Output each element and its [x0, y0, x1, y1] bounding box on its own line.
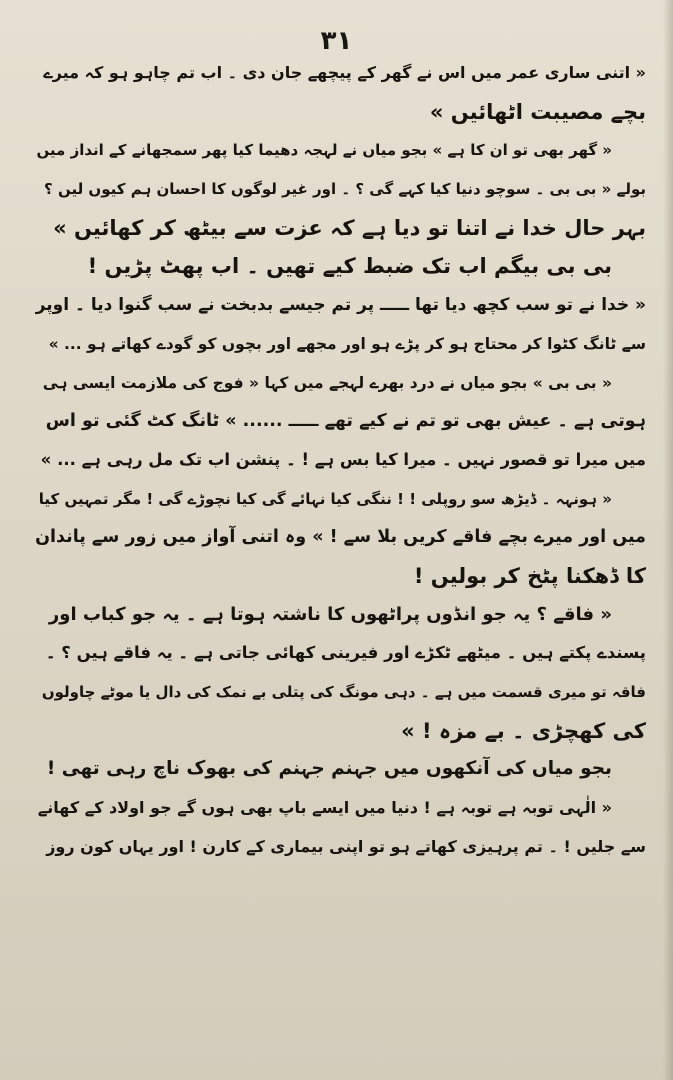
text-line: فاقہ تو میری قسمت میں ہے ۔ دہی مونگ کی پتلی بے نمک کی دال یا موٹے چاولوں [41, 683, 646, 701]
text-line: بچے مصیبت اٹھائیں » [429, 99, 646, 124]
text-line: بجو میاں کی آنکھوں میں جہنم جہنم کی بھوک ناچ رہی تھی ! [46, 758, 612, 780]
text-line: « بی بی » بجو میاں نے درد بھرے لہجے میں کہا « فوج کی ملازمت ایسی ہی [42, 373, 612, 392]
text-line: کی کھچڑی ۔ بے مزہ ! » [401, 718, 646, 743]
text-line: « اتنی ساری عمر میں اس نے گھر کے پیچھے جان دی ۔ اب تم چاہو ہو کہ میرے [43, 63, 646, 82]
page-number: ۳۱ [320, 26, 353, 56]
page-edge-shadow [663, 0, 673, 1080]
text-line: میں اور میرے بچے فاقے کریں بلا سے ! » وہ اتنی آواز میں زور سے پاندان [35, 527, 646, 548]
text-line: میں میرا تو قصور نہیں ۔ میرا کیا بس ہے ! ۔ پنشن اب تک مل رہی ہے ... » [40, 449, 646, 469]
text-line: « فاقے ؟ یہ جو انڈوں پراٹھوں کا ناشتہ ہوتا ہے ۔ یہ جو کباب اور [48, 603, 612, 625]
text-line: کا ڈھکنا پٹخ کر بولیں ! [413, 563, 646, 588]
text-line: ہوتی ہے ۔ عیش بھی تو تم نے کیے تھے ـــــ ...... » ٹانگ کٹ گئی تو اس [45, 411, 646, 432]
text-line: « گھر بھی تو ان کا ہے » بجو میاں نے لہجہ دھیما کیا پھر سمجھانے کے انداز میں [36, 141, 612, 160]
text-line: « الٰہی توبہ ہے توبہ ہے ! دنیا میں ایسے باپ بھی ہوں گے جو اولاد کے کھانے [37, 798, 612, 818]
text-line: « ہونہہ ۔ ڈیڑھ سو روپلی ! ! ننگی کیا نہائے گی کیا نچوڑے گی ! مگر تمہیں کیا [38, 489, 612, 508]
text-line: بولے « بی بی ۔ سوچو دنیا کیا کہے گی ؟ ۔ اور غیر لوگوں کا احسان ہم کیوں لیں ؟ [44, 180, 646, 199]
text-line: بی بی بیگم اب تک ضبط کیے تھیں ۔ اب پھٹ پڑیں ! [87, 254, 612, 279]
text-line: سے ٹانگ کٹوا کر محتاج ہو کر پڑے ہو اور مجھے اور بچوں کو گودے کھاتے ہو ... » [48, 334, 646, 353]
text-line: پسندے پکتے ہیں ۔ میٹھے ٹکڑے اور فیرینی کھائی جاتی ہے ۔ یہ فاقے ہیں ؟ ۔ [45, 643, 646, 663]
text-line: سے جلیں ! ۔ تم پرہیزی کھاتے ہو تو اپنی بیماری کے کارن ! اور یہاں کون روز [46, 836, 646, 856]
text-line: « خدا نے تو سب کچھ دیا تھا ـــــ پر تم جیسے بدبخت نے سب گنوا دیا ۔ اوپر [35, 295, 646, 316]
text-line: بہر حال خدا نے اتنا تو دیا ہے کہ عزت سے بیٹھ کر کھائیں » [53, 215, 646, 240]
urdu-text-body [34, 54, 646, 866]
